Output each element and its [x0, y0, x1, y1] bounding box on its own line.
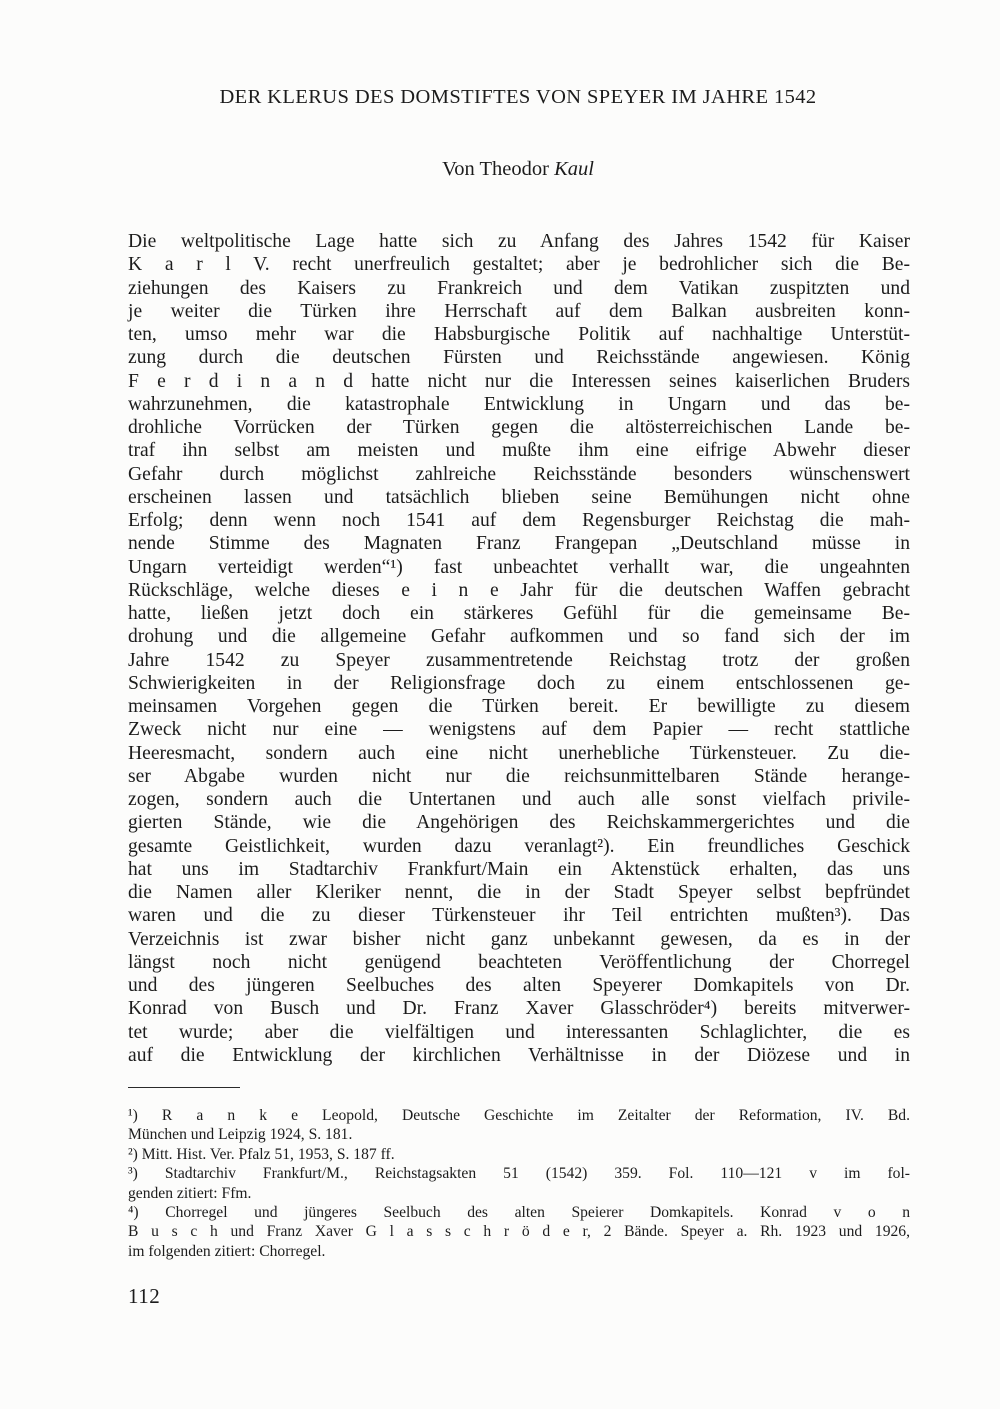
footnotes	[128, 1106, 910, 1261]
body-line: Zweck nicht nur eine — wenigstens auf dem Papier — recht stattliche	[128, 719, 910, 741]
body-line: Rückschläge, welche dieses e i n e Jahr für die deutschen Waffen gebracht	[128, 579, 910, 601]
body-line: Gefahr durch möglichst zahlreiche Reichsstände besonders wünschenswert	[128, 463, 910, 485]
body-line: gierten Stände, wie die Angehörigen des Reichskammergerichtes und die	[128, 812, 910, 834]
body-line: Ungarn verteidigt werden“¹) fast unbeachtet verhallt war, die ungeahnten	[128, 556, 910, 578]
body-line: gesamte Geistlichkeit, wurden dazu veranlagt²). Ein freundliches Geschick	[128, 835, 910, 857]
article-title: DER KLERUS DES DOMSTIFTES VON SPEYER IM JAHRE 1542	[219, 86, 817, 108]
page-number: 112	[128, 1284, 161, 1308]
body-line: K a r l V. recht unerfreulich gestaltet; aber je bedrohlicher sich die Be-	[128, 254, 910, 276]
author-prefix: Von Theodor	[442, 158, 555, 180]
body-line: F e r d i n a n d hatte nicht nur die Interessen seines kaiserlichen Bruders	[128, 370, 910, 392]
footnote-4: ⁴) Chorregel und jüngeres Seelbuch des alten Speierer Domkapitels. Konrad v o n	[128, 1203, 910, 1221]
body-line: hat uns im Stadtarchiv Frankfurt/Main ein Aktenstück erhalten, das uns	[128, 858, 910, 880]
body-line: drohung und die allgemeine Gefahr aufkommen und so fand sich der im	[128, 626, 910, 648]
body-line: ten, umso mehr war die Habsburgische Politik auf nachhaltige Unterstüt-	[128, 324, 910, 345]
author-line	[128, 158, 908, 181]
footnote-3: ³) Stadtarchiv Frankfurt/M., Reichstagsakten 51 (1542) 359. Fol. 110—121 v im fol-	[128, 1165, 910, 1183]
body-line: auf die Entwicklung der kirchlichen Verhältnisse in der Diözese und in	[128, 1044, 910, 1066]
body-line: traf ihn selbst am meisten und mußte ihm eine eifrige Abwehr dieser	[128, 440, 910, 462]
body-line: und des jüngeren Seelbuches des alten Speyerer Domkapitels von Dr.	[128, 975, 910, 996]
body-line: längst noch nicht genügend beachteten Veröffentlichung der Chorregel	[128, 951, 910, 973]
body-line: ser Abgabe wurden nicht nur die reichsunmittelbaren Stände herange-	[128, 765, 910, 787]
body-line: drohliche Vorrücken der Türken gegen die altösterreichischen Lande be-	[128, 417, 910, 438]
body-line: Verzeichnis ist zwar bisher nicht ganz unbekannt gewesen, da es in der	[128, 928, 910, 950]
body-line: ziehungen des Kaisers zu Frankreich und dem Vatikan zuspitzten und	[128, 277, 910, 299]
author-name: Kaul	[554, 158, 594, 180]
footnote-divider	[128, 1087, 240, 1088]
body-line: Konrad von Busch und Dr. Franz Xaver Glasschröder⁴) bereits mitverwer-	[128, 998, 910, 1020]
body-line: je weiter die Türken ihre Herrschaft auf dem Balkan ausbreiten konn-	[128, 300, 910, 322]
footnote-4-end: im folgenden zitiert: Chorregel.	[128, 1242, 326, 1260]
body-line: zung durch die deutschen Fürsten und Reichsstände angewiesen. König	[128, 347, 910, 369]
body-line: tet wurde; aber die vielfältigen und interessanten Schlaglichter, die es	[128, 1021, 910, 1043]
body-line: Jahre 1542 zu Speyer zusammentretende Reichstag trotz der großen	[128, 649, 910, 671]
footnote-1: ¹) R a n k e Leopold, Deutsche Geschichte im Zeitalter der Reformation, IV. Bd.	[128, 1107, 910, 1124]
body-line: Schwierigkeiten in der Religionsfrage doch zu einem entschlossenen ge-	[128, 672, 910, 694]
body-line: Erfolg; denn wenn noch 1541 auf dem Regensburger Reichstag die mah-	[128, 510, 910, 531]
body-line: meinsamen Vorgehen gegen die Türken bereit. Er bewilligte zu diesem	[128, 696, 910, 717]
body-line: waren und die zu dieser Türkensteuer ihr Teil entrichten mußten³). Das	[128, 905, 910, 927]
body-line: nende Stimme des Magnaten Franz Frangepan „Deutschland müsse in	[128, 533, 910, 555]
body-line: erscheinen lassen und tatsächlich blieben seine Bemühungen nicht ohne	[128, 486, 910, 508]
body-text	[128, 230, 910, 1067]
footnote-3-cont: genden zitiert: Ffm.	[128, 1184, 252, 1202]
body-line: wahrzunehmen, die katastrophale Entwicklung in Ungarn und das be-	[128, 393, 910, 415]
footnote-4-cont: B u s c h und Franz Xaver G l a s s c h r ö d e r, 2 Bände. Speyer a. Rh. 1923 und 1926,	[128, 1223, 910, 1241]
body-line: Die weltpolitische Lage hatte sich zu Anfang des Jahres 1542 für Kaiser	[128, 231, 910, 252]
footnote-2: ²) Mitt. Hist. Ver. Pfalz 51, 1953, S. 187 ff.	[128, 1145, 395, 1163]
body-line: hatte, ließen jetzt doch ein stärkeres Gefühl für die gemeinsame Be-	[128, 603, 910, 624]
body-line: die Namen aller Kleriker nennt, die in der Stadt Speyer selbst bepfründet	[128, 882, 910, 903]
body-line: Heeresmacht, sondern auch eine nicht unerhebliche Türkensteuer. Zu die-	[128, 742, 910, 764]
body-line: zogen, sondern auch die Untertanen und auch alle sonst vielfach privile-	[128, 789, 910, 810]
footnote-1-cont: München und Leipzig 1924, S. 181.	[128, 1126, 353, 1144]
